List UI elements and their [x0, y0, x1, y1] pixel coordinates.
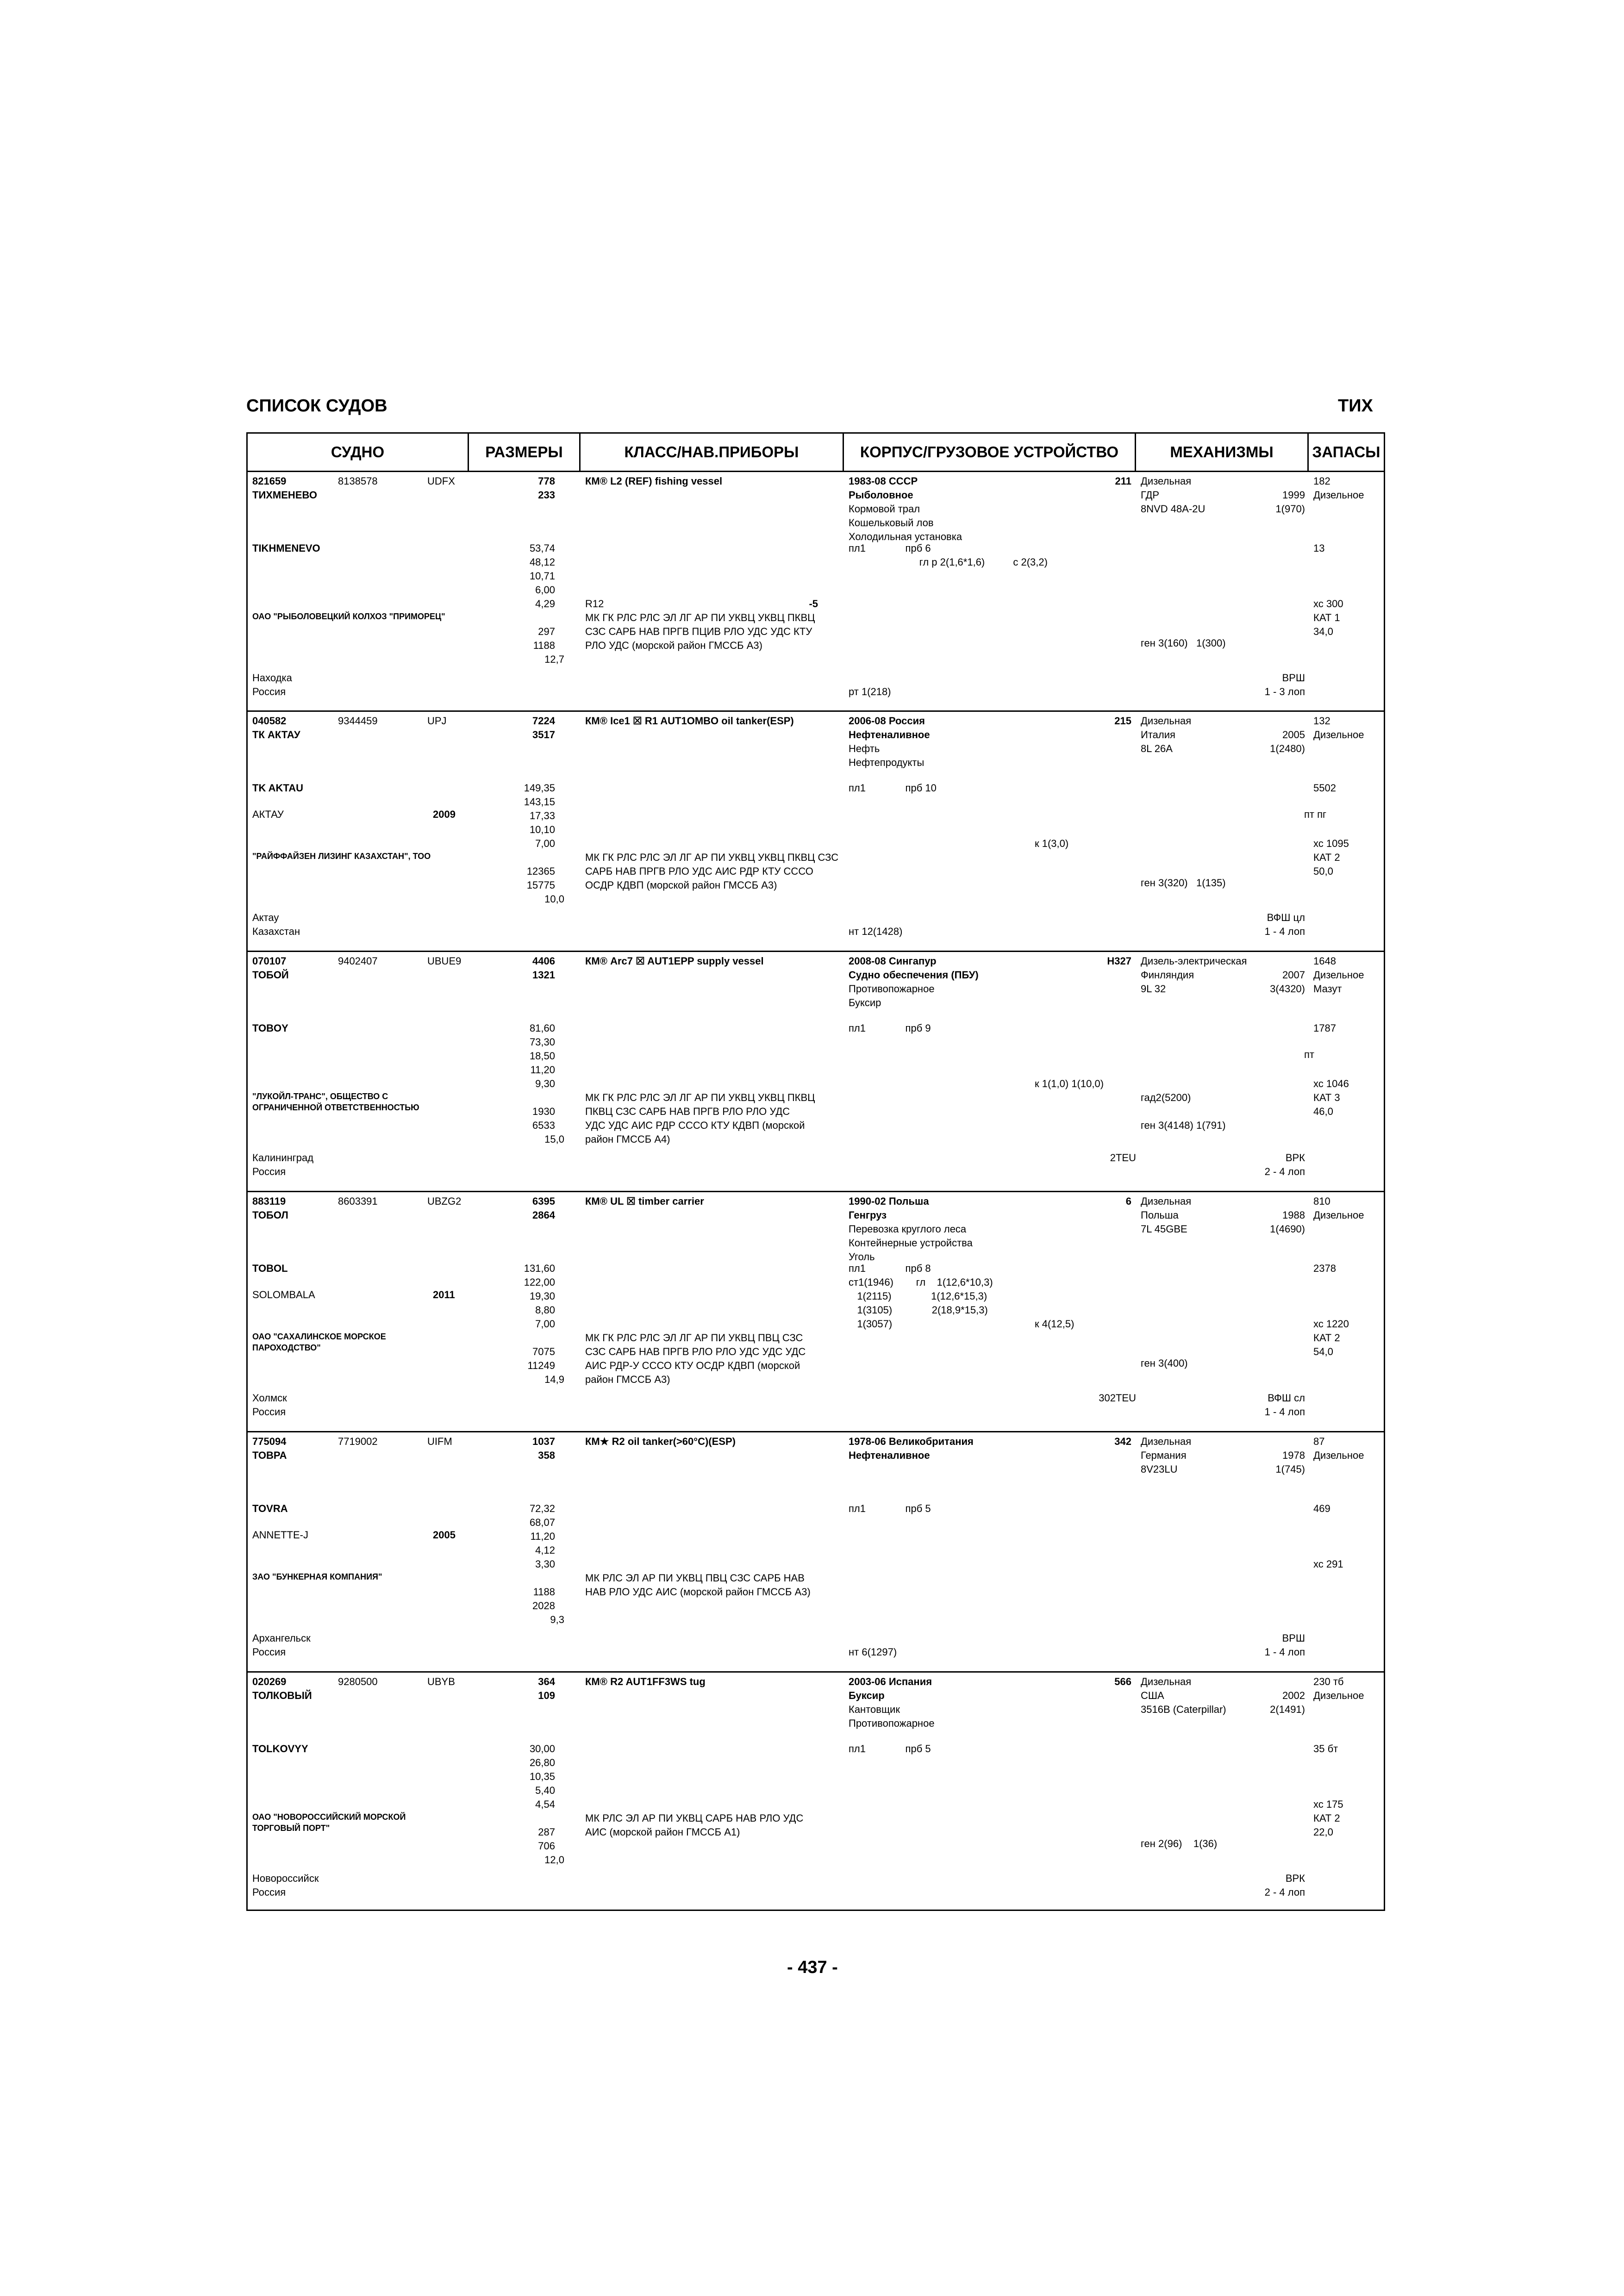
engine-type: Дизель-электрическая: [1141, 955, 1247, 967]
home-port: Актау: [252, 912, 279, 923]
dimension-value: 73,30: [529, 1036, 555, 1048]
supply-value: Дизельное: [1313, 1450, 1364, 1461]
dimension-value: 297: [538, 626, 555, 637]
nav-equipment: МК ГК РЛС РЛС ЭЛ ЛГ АР ПИ УКВЦ УКВЦ ПКВЦ СЗС САРБ НАВ ПРГВ РЛО УДС АИС РДР КТУ СССО ОСДР КДВП (морской район ГМССБ А3): [585, 852, 839, 891]
propeller: ВРК: [1285, 1152, 1305, 1164]
engine-power: 1(4690): [1270, 1223, 1305, 1235]
supply-value: Дизельное: [1313, 489, 1364, 501]
ship-name: ТОБОЙ: [252, 969, 289, 981]
dimension-value: 72,32: [529, 1503, 555, 1514]
gross-tonnage: 778: [538, 475, 555, 487]
reg-number: 070107: [252, 955, 287, 967]
net-tonnage: 3517: [532, 729, 555, 740]
owner: "РАЙФФАЙЗЕН ЛИЗИНГ КАЗАХСТАН", ТОО: [252, 852, 431, 861]
dimension-value: 53,74: [529, 542, 555, 554]
gross-tonnage: 4406: [532, 955, 555, 967]
propeller: ВФШ сл: [1268, 1392, 1305, 1404]
call-sign: UDFX: [427, 475, 455, 487]
class-notation: КМ★ R2 oil tanker(>60°C)(ESP): [585, 1436, 736, 1447]
engine-power: 1(970): [1275, 503, 1305, 515]
hull-teu: 302TEU: [1099, 1392, 1136, 1404]
dimension-value: 4,29: [535, 598, 555, 610]
hull-holds: пл1 прб 5: [849, 1503, 931, 1514]
supply-reserve: хс 1220: [1313, 1318, 1349, 1330]
ship-record: [248, 952, 1384, 1190]
dimension-value: 12365: [526, 865, 555, 877]
call-sign: UIFM: [427, 1436, 452, 1447]
ship-name: ТОЛКОВЫЙ: [252, 1690, 312, 1701]
blades: 1 - 4 лоп: [1264, 1406, 1305, 1418]
dimension-value: 706: [538, 1840, 555, 1852]
dimension-value: 1930: [532, 1106, 555, 1117]
ship-latin-name: TK AKTAU: [252, 782, 303, 794]
ice-class: пт: [1304, 1049, 1314, 1060]
hull-cargo-line: Уголь: [849, 1251, 875, 1263]
class-notation: КМ® R2 AUT1FF3WS tug: [585, 1676, 706, 1687]
hull-yard-number: 211: [1115, 475, 1131, 487]
hull-cargo-line: Холодильная установка: [849, 531, 962, 542]
hull-tanks: нт 6(1297): [849, 1646, 897, 1658]
hull-cargo-line: Кантовщик: [849, 1704, 900, 1715]
dimension-value: 10,10: [529, 824, 555, 835]
engine-power: 3(4320): [1270, 983, 1305, 995]
col-header-class: КЛАСС/НАВ.ПРИБОРЫ: [581, 434, 844, 471]
dimension-value: 48,12: [529, 556, 555, 568]
supply-reserve: 54,0: [1313, 1346, 1333, 1357]
dimension-value: 7,00: [535, 838, 555, 849]
class-notation: КМ® Ice1 ☒ R1 AUT1OMBO oil tanker(ESP): [585, 715, 794, 727]
supply-value: 810: [1313, 1195, 1330, 1207]
ship-name: ТОВРА: [252, 1450, 287, 1461]
propeller: ВРШ: [1282, 672, 1305, 684]
blades: 1 - 3 лоп: [1264, 686, 1305, 697]
reg-number: 020269: [252, 1676, 287, 1687]
hull-cargo-line: Контейнерные устройства: [849, 1237, 973, 1249]
dimension-value: 3,30: [535, 1558, 555, 1570]
record-divider: [248, 1431, 1384, 1432]
generators: ген 2(96) 1(36): [1141, 1838, 1218, 1849]
hull-built: 1983-08 СССР: [849, 475, 918, 487]
hull-cargo-line: Нефтепродукты: [849, 757, 924, 768]
generators: ген 3(160) 1(300): [1141, 637, 1226, 649]
supply-reserve: КАТ 2: [1313, 1332, 1340, 1344]
hull-type: Судно обеспечения (ПБУ): [849, 969, 979, 981]
ship-name: ТК АКТАУ: [252, 729, 300, 740]
record-divider: [248, 1671, 1384, 1673]
engine-model: 9L 32: [1141, 983, 1166, 995]
propeller: ВРШ: [1282, 1632, 1305, 1644]
ship-record: [248, 472, 1384, 710]
supply-capacity: 469: [1313, 1503, 1330, 1514]
net-tonnage: 358: [538, 1450, 555, 1461]
reg-number: 883119: [252, 1195, 286, 1207]
former-name: ANNETTE-J: [252, 1529, 308, 1541]
engine-year: 1999: [1282, 489, 1305, 501]
hull-built: 2008-08 Сингапур: [849, 955, 937, 967]
record-divider: [248, 710, 1384, 712]
dimension-value: 6533: [532, 1120, 555, 1131]
supply-value: 1648: [1313, 955, 1336, 967]
supply-reserve: хс 1095: [1313, 838, 1349, 849]
supply-value: Дизельное: [1313, 1690, 1364, 1701]
hull-built: 1990-02 Польша: [849, 1195, 929, 1207]
call-sign: UPJ: [427, 715, 447, 727]
engine-country: ГДР: [1141, 489, 1160, 501]
hull-cranes: к 1(3,0): [1035, 838, 1069, 849]
home-port: Находка: [252, 672, 292, 684]
nav-equipment: МК ГК РЛС РЛС ЭЛ ЛГ АР ПИ УКВЦ УКВЦ ПКВЦ СЗС САРБ НАВ ПРГВ ПЦИВ РЛО УДС УДС КТУ РЛО УДС (морской район ГМССБ А3): [585, 612, 815, 651]
reg-number: 775094: [252, 1436, 287, 1447]
home-port: Калининград: [252, 1152, 314, 1164]
hull-cargo-line: Противопожарное: [849, 1717, 935, 1729]
dimension-value: 81,60: [529, 1022, 555, 1034]
hull-built: 2003-06 Испания: [849, 1676, 932, 1687]
ice-class: пт пг: [1304, 809, 1327, 820]
record-divider: [248, 1191, 1384, 1192]
dimension-value: 1188: [533, 1586, 555, 1598]
hull-cranes: к 1(1,0) 1(10,0): [1035, 1078, 1104, 1089]
hull-yard-number: H327: [1107, 955, 1131, 967]
imo-number: 8603391: [338, 1195, 378, 1207]
hull-yard-number: 342: [1114, 1436, 1131, 1447]
ship-record: [248, 712, 1384, 950]
nav-equipment: МК ГК РЛС РЛС ЭЛ ЛГ АР ПИ УКВЦ УКВЦ ПКВЦ ПКВЦ СЗС САРБ НАВ ПРГВ РЛО РЛО УДС УДС УДС АИС РДР СССО КТУ КДВП (морской район ГМССБ А4): [585, 1092, 815, 1145]
hull-tanks: нт 12(1428): [849, 926, 903, 937]
supply-reserve: КАТ 1: [1313, 612, 1340, 623]
ship-latin-name: TOVRA: [252, 1503, 288, 1514]
supply-reserve: КАТ 2: [1313, 1812, 1340, 1824]
engine-type: Дизельная: [1141, 1676, 1192, 1687]
engine-year: 2002: [1282, 1690, 1305, 1701]
hull-cargo-line: Противопожарное: [849, 983, 935, 995]
owner: "ЛУКОЙЛ-ТРАНС", ОБЩЕСТВО С ОГРАНИЧЕННОЙ ОТВЕТСТВЕННОСТЬЮ: [252, 1092, 419, 1112]
owner: ЗАО "БУНКЕРНАЯ КОМПАНИЯ": [252, 1572, 382, 1581]
hull-holds: пл1 прб 5: [849, 1743, 931, 1755]
ship-record: [248, 1192, 1384, 1431]
class-notation: КМ® UL ☒ timber carrier: [585, 1195, 704, 1207]
class-notation: КМ® L2 (REF) fishing vessel: [585, 475, 723, 487]
dimension-value: 15,0: [544, 1133, 564, 1145]
hull-holds: пл1 прб 8 ст1(1946) гл 1(12,6*10,3) 1(2115) 1(12,6*15,3) 1(3105) 2(18,9*15,3) 1(3057): [849, 1263, 993, 1330]
dimension-value: 7,00: [535, 1318, 555, 1330]
dimension-value: 131,60: [524, 1263, 555, 1274]
nav-equipment: МК ГК РЛС РЛС ЭЛ ЛГ АР ПИ УКВЦ ПВЦ СЗС СЗС САРБ НАВ ПРГВ РЛО РЛО УДС УДС УДС АИС РДР-У СССО КТУ ОСДР КДВП (морской район ГМССБ А3): [585, 1332, 806, 1385]
dimension-value: 5,40: [535, 1785, 555, 1796]
ship-latin-name: TIKHMENEVO: [252, 542, 320, 554]
supply-reserve: 46,0: [1313, 1106, 1333, 1117]
engine-model: 7L 45GBE: [1141, 1223, 1187, 1235]
ship-latin-name: TOBOY: [252, 1022, 288, 1034]
imo-number: 9344459: [338, 715, 378, 727]
hull-type: Рыболовное: [849, 489, 913, 501]
former-name: SOLOMBALA: [252, 1289, 315, 1300]
blades: 2 - 4 лоп: [1264, 1886, 1305, 1898]
dimension-value: 18,50: [529, 1050, 555, 1062]
supply-reserve: КАТ 2: [1313, 852, 1340, 863]
flag-country: Россия: [252, 1646, 286, 1658]
hull-teu: 2TEU: [1110, 1152, 1136, 1164]
engine-power: 2(1491): [1270, 1704, 1305, 1715]
former-name-year: 2011: [433, 1289, 455, 1300]
ship-table: [246, 432, 1385, 1911]
engine-year: 2007: [1282, 969, 1305, 981]
dimension-value: 12,0: [544, 1854, 564, 1866]
supply-capacity: 35 бт: [1313, 1743, 1338, 1755]
record-divider: [248, 951, 1384, 952]
hull-cargo-line: Перевозка круглого леса: [849, 1223, 967, 1235]
net-tonnage: 109: [538, 1690, 555, 1701]
hull-cargo-line: Кошельковый лов: [849, 517, 934, 529]
nav-equipment: МК РЛС ЭЛ АР ПИ УКВЦ САРБ НАВ РЛО УДС АИС (морской район ГМССБ А1): [585, 1812, 804, 1838]
owner: ОАО "САХАЛИНСКОЕ МОРСКОЕ ПАРОХОДСТВО": [252, 1332, 386, 1352]
dimension-value: 12,7: [544, 653, 564, 665]
hull-yard-number: 6: [1125, 1195, 1131, 1207]
dimension-value: 8,80: [535, 1304, 555, 1316]
supply-reserve: 22,0: [1313, 1826, 1333, 1838]
dimension-value: 68,07: [529, 1517, 555, 1528]
dimension-value: 6,00: [535, 584, 555, 596]
engine-year: 1988: [1282, 1209, 1305, 1221]
imo-number: 7719002: [338, 1436, 378, 1447]
engine-country: Финляндия: [1141, 969, 1194, 981]
flag-country: Россия: [252, 1886, 286, 1898]
generators: ген 3(400): [1141, 1357, 1188, 1369]
engine-power: 1(745): [1275, 1463, 1305, 1475]
dimension-value: 17,33: [529, 810, 555, 821]
engine-year: 2005: [1282, 729, 1305, 740]
gross-tonnage: 6395: [532, 1195, 555, 1207]
supply-reserve: хс 1046: [1313, 1078, 1349, 1089]
ship-name: ТОБОЛ: [252, 1209, 288, 1221]
engine-type: Дизельная: [1141, 1195, 1192, 1207]
engine-model: 3516B (Caterpillar): [1141, 1704, 1226, 1715]
former-name-year: 2009: [433, 809, 456, 820]
dimension-value: 143,15: [524, 796, 555, 808]
class-minus-value: -5: [809, 598, 818, 610]
call-sign: UBUE9: [427, 955, 462, 967]
engine-model: 8V23LU: [1141, 1463, 1178, 1475]
dimension-value: 287: [538, 1826, 555, 1838]
dimension-value: 15775: [526, 879, 555, 891]
index-letters: ТИХ: [1338, 396, 1373, 416]
hull-yard-number: 215: [1114, 715, 1131, 727]
engine-power: 1(2480): [1270, 743, 1305, 754]
engine-type: Дизельная: [1141, 475, 1192, 487]
hull-cargo-line: Нефть: [849, 743, 880, 754]
imo-number: 9280500: [338, 1676, 378, 1687]
engine-type: Дизельная: [1141, 715, 1192, 727]
engine-year: 1978: [1282, 1450, 1305, 1461]
hull-holds: пл1 прб 6 гл р 2(1,6*1,6) с 2(3,2): [849, 542, 1048, 568]
dimension-value: 2028: [532, 1600, 555, 1612]
engine-country: Италия: [1141, 729, 1175, 740]
hull-holds: пл1 прб 10: [849, 782, 937, 794]
hull-type: Генгруз: [849, 1209, 887, 1221]
dimension-value: 9,30: [535, 1078, 555, 1089]
supply-capacity: 13: [1313, 542, 1325, 554]
flag-country: Казахстан: [252, 926, 300, 937]
hull-built: 2006-08 Россия: [849, 715, 925, 727]
dimension-value: 122,00: [524, 1276, 555, 1288]
engine-model: 8NVD 48A-2U: [1141, 503, 1206, 515]
hull-type: Нефтеналивное: [849, 729, 930, 740]
hull-type: Буксир: [849, 1690, 885, 1701]
home-port: Холмск: [252, 1392, 287, 1404]
col-header-dims: РАЗМЕРЫ: [469, 434, 581, 471]
dimension-value: 30,00: [529, 1743, 555, 1755]
engine-type: Дизельная: [1141, 1436, 1192, 1447]
gross-tonnage: 7224: [532, 715, 555, 727]
net-tonnage: 2864: [532, 1209, 555, 1221]
dimension-value: 4,12: [535, 1544, 555, 1556]
list-title: СПИСОК СУДОВ: [246, 396, 387, 416]
dimension-value: 10,35: [529, 1771, 555, 1782]
dimension-value: 1188: [533, 640, 555, 651]
supply-value: Мазут: [1313, 983, 1342, 995]
dimension-value: 10,0: [544, 893, 564, 905]
nav-equipment: МК РЛС ЭЛ АР ПИ УКВЦ ПВЦ СЗС САРБ НАВ НАВ РЛО УДС АИС (морской район ГМССБ А3): [585, 1572, 811, 1598]
flag-country: Россия: [252, 1406, 286, 1418]
supply-value: 87: [1313, 1436, 1325, 1447]
gross-tonnage: 1037: [532, 1436, 555, 1447]
home-port: Новороссийск: [252, 1873, 319, 1884]
class-extra: R12: [585, 598, 604, 610]
blades: 1 - 4 лоп: [1264, 926, 1305, 937]
engine-country: Германия: [1141, 1450, 1187, 1461]
dimension-value: 7075: [532, 1346, 555, 1357]
flag-country: Россия: [252, 1166, 286, 1177]
former-name: АКТАУ: [252, 809, 284, 820]
engine-country: Польша: [1141, 1209, 1179, 1221]
dimension-value: 9,3: [550, 1614, 564, 1625]
col-header-engines: МЕХАНИЗМЫ: [1136, 434, 1309, 471]
hull-holds: пл1 прб 9: [849, 1022, 931, 1034]
col-header-hull: КОРПУС/ГРУЗОВОЕ УСТРОЙСТВО: [844, 434, 1136, 471]
supply-reserve: 34,0: [1313, 626, 1333, 637]
page-number: - 437 -: [787, 1958, 838, 1977]
supply-reserve: хс 291: [1313, 1558, 1343, 1570]
flag-country: Россия: [252, 686, 286, 697]
imo-number: 8138578: [338, 475, 378, 487]
supply-value: 132: [1313, 715, 1330, 727]
dimension-value: 11,20: [530, 1531, 555, 1542]
supply-reserve: 50,0: [1313, 865, 1333, 877]
engine-model: 8L 26A: [1141, 743, 1173, 754]
col-header-ship: СУДНО: [248, 434, 469, 471]
reg-number: 821659: [252, 475, 287, 487]
hull-cargo-line: Буксир: [849, 997, 881, 1008]
dimension-value: 149,35: [524, 782, 555, 794]
call-sign: UBYB: [427, 1676, 455, 1687]
dimension-value: 4,54: [535, 1798, 555, 1810]
supply-capacity: 5502: [1313, 782, 1336, 794]
hull-yard-number: 566: [1114, 1676, 1131, 1687]
supply-value: 182: [1313, 475, 1330, 487]
owner: ОАО "РЫБОЛОВЕЦКИЙ КОЛХОЗ "ПРИМОРЕЦ": [252, 612, 445, 621]
hull-tanks: рт 1(218): [849, 686, 891, 697]
supply-capacity: 1787: [1313, 1022, 1336, 1034]
supply-reserve: хс 300: [1313, 598, 1343, 610]
hull-cargo-line: Кормовой трал: [849, 503, 920, 515]
dimension-value: 14,9: [544, 1374, 564, 1385]
class-notation: КМ® Arc7 ☒ AUT1EPP supply vessel: [585, 955, 764, 967]
ship-name: ТИХМЕНЕВО: [252, 489, 317, 501]
call-sign: UBZG2: [427, 1195, 462, 1207]
gross-tonnage: 364: [538, 1676, 555, 1687]
hull-cranes: к 4(12,5): [1035, 1318, 1074, 1330]
ship-latin-name: TOLKOVYY: [252, 1743, 308, 1755]
dimension-value: 11249: [527, 1360, 555, 1371]
net-tonnage: 233: [538, 489, 555, 501]
supply-capacity: 2378: [1313, 1263, 1336, 1274]
supply-value: Дизельное: [1313, 729, 1364, 740]
imo-number: 9402407: [338, 955, 378, 967]
dimension-value: 19,30: [529, 1290, 555, 1302]
col-header-supplies: ЗАПАСЫ: [1312, 443, 1380, 460]
supply-reserve: хс 175: [1313, 1798, 1343, 1810]
generators: гад2(5200) ген 3(4148) 1(791): [1141, 1092, 1226, 1131]
dimension-value: 11,20: [530, 1064, 555, 1076]
home-port: Архангельск: [252, 1632, 311, 1644]
dimension-value: 10,71: [529, 570, 555, 582]
propeller: ВФШ цл: [1267, 912, 1305, 923]
engine-country: США: [1141, 1690, 1164, 1701]
supply-value: Дизельное: [1313, 1209, 1364, 1221]
reg-number: 040582: [252, 715, 287, 727]
ship-latin-name: TOBOL: [252, 1263, 288, 1274]
propeller: ВРК: [1285, 1873, 1305, 1884]
generators: ген 3(320) 1(135): [1141, 877, 1226, 889]
ship-record: [248, 1673, 1384, 1911]
owner: ОАО "НОВОРОССИЙСКИЙ МОРСКОЙ ТОРГОВЫЙ ПОРТ": [252, 1812, 406, 1833]
dimension-value: 26,80: [529, 1757, 555, 1768]
blades: 2 - 4 лоп: [1264, 1166, 1305, 1177]
hull-built: 1978-06 Великобритания: [849, 1436, 974, 1447]
supply-value: Дизельное: [1313, 969, 1364, 981]
supply-value: 230 тб: [1313, 1676, 1344, 1687]
blades: 1 - 4 лоп: [1264, 1646, 1305, 1658]
supply-reserve: КАТ 3: [1313, 1092, 1340, 1103]
net-tonnage: 1321: [532, 969, 555, 981]
ship-record: [248, 1432, 1384, 1671]
hull-type: Нефтеналивное: [849, 1450, 930, 1461]
former-name-year: 2005: [433, 1529, 456, 1541]
